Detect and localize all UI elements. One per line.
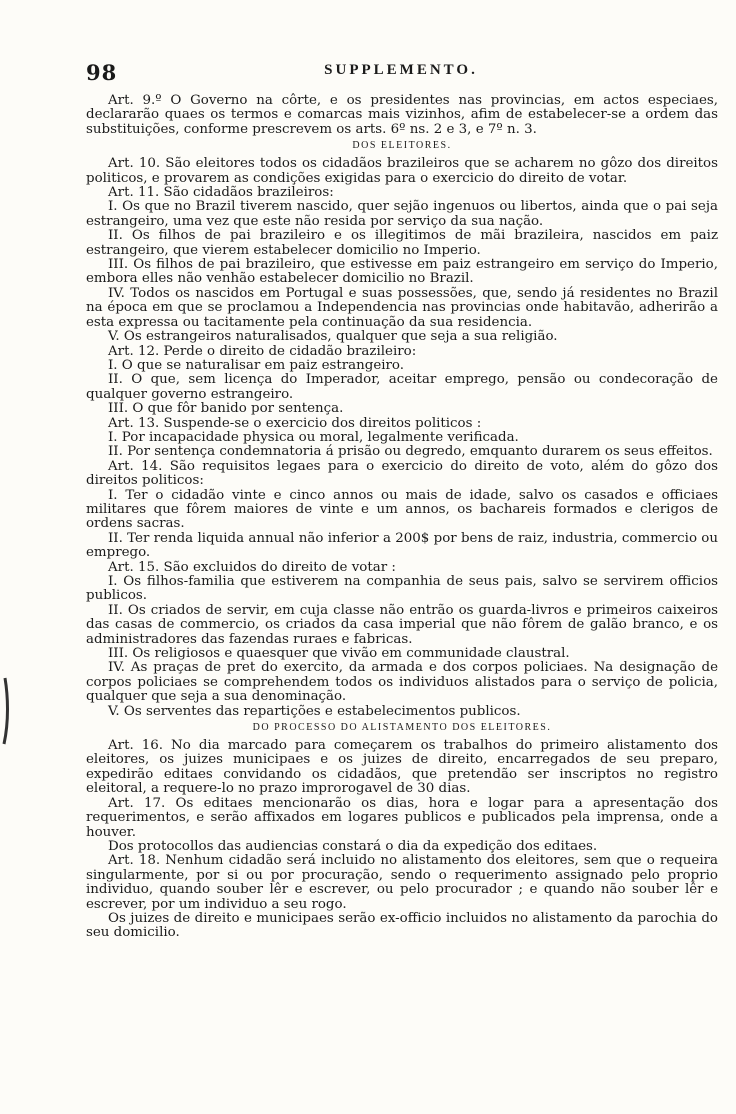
paragraph: Os juizes de direito e municipaes serão ex-officio incluidos no alistamento da parochia do seu domicilio.	[86, 910, 718, 941]
paragraph: I. Os que no Brazil tiverem nascido, quer sejão ingenuos ou libertos, ainda que o pai seja estrangeiro, uma vez que este não resida por serviço da sua nação.	[86, 199, 718, 229]
paragraph: Art. 16. No dia marcado para começarem os trabalhos do primeiro alistamento dos eleitores, os juizes municipaes e os juizes de direito, encarregados de seu preparo, expedirão editaes convidando os cidadãos, que pretendão ser inscriptos no registro eleitoral, a requere-lo no prazo improrogavel de 30 dias.	[86, 738, 718, 797]
paragraph: Art. 11. São cidadãos brazileiros:	[108, 185, 334, 201]
body-text	[86, 94, 718, 941]
margin-mark	[0, 676, 10, 746]
paragraph: Art. 9.º O Governo na côrte, e os presidentes nas provincias, em actos especiaes, declararão quaes os termos e comarcas mais vizinhos, afim de estabelecer-se a ordem das substituições, conforme prescrevem os arts. 6º ns. 2 e 3, e 7º n. 3.	[86, 93, 718, 137]
paragraph: Art. 18. Nenhum cidadão será incluido no alistamento dos eleitores, sem que o requeira singularmente, por si ou por procuração, sendo o requerimento assignado pelo proprio individuo, quando souber lêr e escrever, ou pelo procurador ; e quando não souber lêr e escrever, por um individuo a seu rogo.	[86, 853, 718, 912]
paragraph: I. Os filhos-familia que estiverem na companhia de seus pais, salvo se servirem officios publicos.	[86, 574, 718, 604]
paragraph: V. Os serventes das repartições e estabelecimentos publicos.	[108, 703, 521, 719]
paragraph: II. Os filhos de pai brazileiro e os illegitimos de mãi brazileira, nascidos em paiz estrangeiro, que vierem estabelecer domicilio no Imperio.	[86, 228, 718, 258]
paragraph: Art. 12. Perde o direito de cidadão brazileiro:	[108, 343, 417, 359]
paragraph: Art. 15. São excluidos do direito de votar :	[108, 559, 396, 575]
paragraph: V. Os estrangeiros naturalisados, qualquer que seja a sua religião.	[108, 329, 558, 345]
paragraph: I. Por incapacidade physica ou moral, legalmente verificada.	[108, 429, 519, 445]
paragraph: Dos protocollos das audiencias constará o dia da expedição dos editaes.	[108, 838, 598, 854]
paragraph: III. O que fôr banido por sentença.	[108, 401, 344, 417]
paragraph: II. Por sentença condemnatoria á prisão ou degredo, emquanto durarem os seus effeitos.	[108, 444, 713, 460]
paragraph: II. O que, sem licença do Imperador, aceitar emprego, pensão ou condecoração de qualquer governo estrangeiro.	[86, 372, 718, 402]
paragraph: Art. 17. Os editaes mencionarão os dias, hora e logar para a apresentação dos requerimentos, e serão affixados em logares publicos e publicados pela imprensa, onde a houver.	[86, 795, 718, 840]
paragraph: I. Ter o cidadão vinte e cinco annos ou mais de idade, salvo os casados e officiaes militares que fôrem maiores de vinte e um annos, os bachareis formados e clerigos de ordens sacras.	[86, 487, 718, 532]
section-heading: DO PROCESSO DO ALISTAMENTO DOS ELEITORES.	[252, 722, 552, 734]
paragraph: II. Os criados de servir, em cuja classe não entrão os guarda-livros e primeiros caixeiros das casas de commercio, os criados da casa imperial que não fôrem de galão branco, e os administradores das fazendas ruraes e fabricas.	[86, 602, 718, 647]
paragraph: Art. 10. São eleitores todos os cidadãos brazileiros que se acharem no gôzo dos direitos politicos, e provarem as condições exigidas para o exercicio do direito de votar.	[86, 156, 718, 186]
page-number: 98	[86, 60, 118, 85]
paragraph: IV. As praças de pret do exercito, da armada e dos corpos policiaes. Na designação de corpos policiaes se comprehendem todos os individuos alistados para o serviço de policia, qualquer que seja a sua denominação.	[86, 660, 718, 705]
paragraph: II. Ter renda liquida annual não inferior a 200$ por bens de raiz, industria, commercio ou emprego.	[86, 530, 718, 561]
paragraph: III. Os religiosos e quaesquer que vivão em communidade claustral.	[108, 646, 570, 662]
section-heading: DOS ELEITORES.	[352, 140, 452, 152]
paragraph: I. O que se naturalisar em paiz estrangeiro.	[108, 357, 405, 373]
paragraph: Art. 14. São requisitos legaes para o exercicio do direito de voto, além do gôzo dos direitos politicos:	[86, 458, 718, 489]
paragraph: Art. 13. Suspende-se o exercicio dos direitos politicos :	[108, 415, 482, 431]
running-title: SUPPLEMENTO.	[324, 62, 478, 78]
paragraph: III. Os filhos de pai brazileiro, que estivesse em paiz estrangeiro em serviço do Imperio, embora elles não venhão estabelecer domicilio no Brazil.	[86, 257, 718, 287]
page-header	[86, 60, 716, 90]
paragraph: IV. Todos os nascidos em Portugal e suas possessões, que, sendo já residentes no Brazil na época em que se proclamou a Independencia nas provincias onde habitavão, adherirão a esta expressa ou tacitamente pela continuação da sua residencia.	[86, 285, 718, 330]
